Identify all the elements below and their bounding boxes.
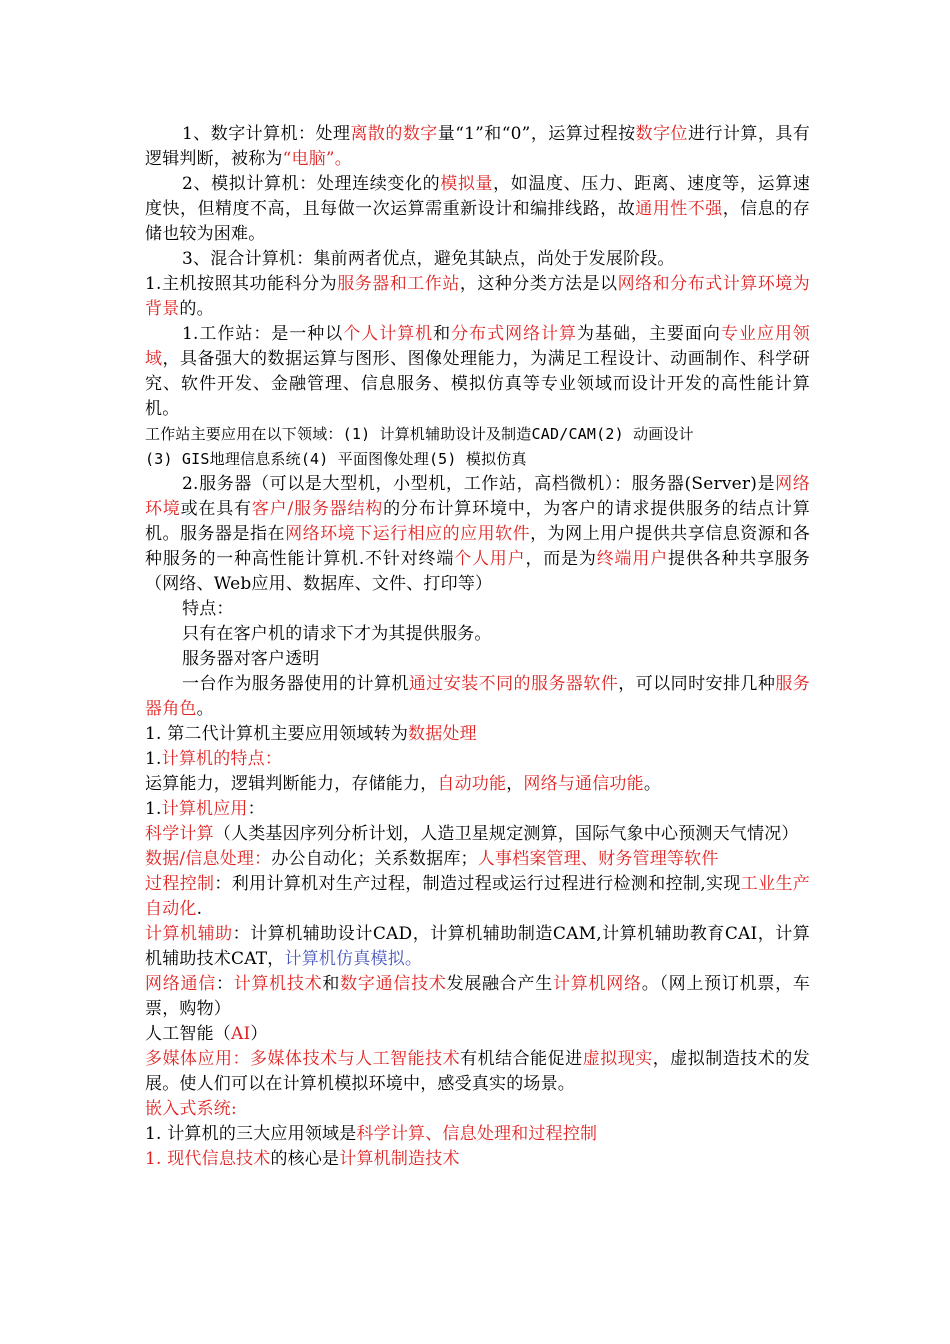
text-run: ，信息的存储也较为困难。 xyxy=(145,199,810,244)
highlighted-text: 网络环境 xyxy=(145,474,810,519)
highlighted-text: 工业生产自动化 xyxy=(145,874,810,919)
text-run: 2、模拟计算机：处理连续变化的 xyxy=(182,174,441,194)
text-run: 进行计算，具有逻辑判断，被称为 xyxy=(145,124,810,169)
highlighted-text: 虚拟现实 xyxy=(582,1049,653,1069)
text-run: ，如温度、压力、距离、速度等，运算速度快，但精度不高，且每做一次运算需重新设计和编排线路，故 xyxy=(145,174,810,219)
paragraph xyxy=(145,872,810,922)
text-run: ：计算机辅助设计CAD，计算机辅助制造CAM,计算机辅助教育CAI，计算机辅助技术CAT， xyxy=(145,924,810,969)
paragraph xyxy=(145,847,810,872)
text-run: ，可以同时安排几种 xyxy=(618,674,776,694)
highlighted-text: 通用性不强 xyxy=(635,199,723,219)
text-run: 1. xyxy=(145,749,162,769)
highlighted-text: 自动功能 xyxy=(437,774,507,794)
paragraph xyxy=(145,747,810,772)
text-run: 发展融合产生 xyxy=(446,974,554,994)
paragraph xyxy=(145,672,810,722)
text-run: ： xyxy=(215,974,234,994)
highlighted-text: 服务器角色 xyxy=(145,674,810,719)
text-run: 为基础，主要面向 xyxy=(577,324,721,344)
highlighted-text: AI xyxy=(231,1024,251,1044)
text-run: 或在具有 xyxy=(180,499,252,519)
highlighted-text: 分布式网络计算 xyxy=(451,324,578,344)
highlighted-text: 终端用户 xyxy=(596,549,669,569)
text-run: （人类基因序列分析计划，人造卫星规定测算，国际气象中心预测天气情况） xyxy=(213,824,799,844)
highlighted-text: 网络环境下运行相应的应用软件 xyxy=(285,524,531,544)
text-run: 1. xyxy=(145,799,162,819)
paragraph xyxy=(145,972,810,1022)
paragraph xyxy=(145,172,810,247)
text-run: 1. 第二代计算机主要应用领域转为 xyxy=(145,724,409,744)
highlighted-text: 通过安装不同的服务器软件 xyxy=(408,674,619,694)
paragraph xyxy=(145,1047,810,1097)
text-run: 1. 计算机的三大应用领域是 xyxy=(145,1124,357,1144)
text-run: 1.工作站：是一种以 xyxy=(182,324,344,344)
paragraph xyxy=(145,622,810,647)
paragraph xyxy=(145,797,810,822)
text-run: ） xyxy=(250,1024,268,1044)
paragraph xyxy=(145,722,810,747)
paragraph xyxy=(145,1147,810,1172)
text-run: 只有在客户机的请求下才为其提供服务。 xyxy=(182,624,492,644)
text-run: (3) GIS地理信息系统(4) 平面图像处理(5) 模拟仿真 xyxy=(145,450,527,468)
highlighted-text: 数字通信技术 xyxy=(340,974,447,994)
text-run: 的分布计算环境中，为客户的请求提供服务的结点计算机。服务器是指在 xyxy=(145,499,810,544)
text-run: 运算能力，逻辑判断能力，存储能力， xyxy=(145,774,438,794)
highlighted-text: 人事档案管理、财务管理等软件 xyxy=(477,849,719,869)
text-run: 特点： xyxy=(182,599,234,619)
highlighted-text: 计算机网络 xyxy=(553,974,642,994)
highlighted-text: 数字位 xyxy=(635,124,689,144)
highlighted-text: 科学计算、信息处理和过程控制 xyxy=(356,1124,598,1144)
text-run: ，虚拟制造技术的发展。使人们可以在计算机模拟环境中，感受真实的场景。 xyxy=(145,1049,810,1094)
highlighted-text: 计算机制造技术 xyxy=(339,1149,460,1169)
text-run: 。（网上预订机票，车票，购物） xyxy=(145,974,811,1019)
highlighted-text: 专业应用领域 xyxy=(145,324,810,369)
paragraph xyxy=(145,772,810,797)
text-run: 3、混合计算机：集前两者优点，避免其缺点，尚处于发展阶段。 xyxy=(182,249,675,269)
text-run: 有机结合能促进 xyxy=(460,1049,583,1069)
text-run: 的。 xyxy=(179,299,214,319)
text-run: 工作站主要应用在以下领域：(1) 计算机辅助设计及制造CAD/CAM(2) 动画设计 xyxy=(145,425,694,443)
text-run: 量“1”和“0”，运算过程按 xyxy=(437,124,636,144)
text-run: 办公自动化；关系数据库； xyxy=(271,849,478,869)
text-run: ，而是为 xyxy=(525,549,597,569)
paragraph xyxy=(145,122,810,172)
text-run: 2.服务器（可以是大型机，小型机，工作站，高档微机）：服务器(Server)是 xyxy=(182,474,776,494)
text-run: 1.主机按照其功能科分为 xyxy=(145,274,338,294)
paragraph xyxy=(145,447,810,472)
paragraph xyxy=(145,647,810,672)
paragraph xyxy=(145,247,810,272)
highlighted-text: 多媒体技术与人工智能技术 xyxy=(250,1049,461,1069)
highlighted-text: 计算机辅助 xyxy=(145,924,233,944)
highlighted-text: 过程控制 xyxy=(145,874,215,894)
text-run: 提供各种共享服务（网络、Web应用、数据库、文件、打印等） xyxy=(145,549,810,594)
paragraph xyxy=(145,322,810,422)
highlighted-text: 计算机应用 xyxy=(161,799,248,819)
highlighted-text: 网络和分布式计算环境为背景 xyxy=(145,274,811,319)
paragraph xyxy=(145,1097,810,1122)
highlighted-text: 数据处理 xyxy=(408,724,477,744)
text-run: 和 xyxy=(322,974,341,994)
highlighted-text: 科学计算 xyxy=(145,824,214,844)
highlighted-text: 计算机的特点： xyxy=(161,749,283,769)
paragraph xyxy=(145,1022,810,1047)
highlighted-text: 服务器和工作站 xyxy=(337,274,460,294)
text-run: ：利用计算机对生产过程，制造过程或运行过程进行检测和控制,实现 xyxy=(214,874,741,894)
text-run: 一台作为服务器使用的计算机 xyxy=(182,674,409,694)
text-run: ， xyxy=(506,774,524,794)
highlighted-text: 网络与通信功能 xyxy=(523,774,644,794)
paragraph xyxy=(145,422,810,447)
text-run: ： xyxy=(247,799,265,819)
text-run: . xyxy=(196,899,203,919)
text-run: 人工智能（ xyxy=(145,1024,231,1044)
paragraph xyxy=(145,922,810,972)
text-run: 和 xyxy=(433,324,452,344)
highlighted-text: 客户/服务器结构 xyxy=(251,499,384,519)
highlighted-text: 模拟量 xyxy=(440,174,494,194)
text-run: 。 xyxy=(196,699,214,719)
document-body xyxy=(145,122,810,1172)
text-run: 的核心是 xyxy=(270,1149,340,1169)
text-run: 。 xyxy=(643,774,662,794)
paragraph xyxy=(145,472,810,597)
text-run: 1、数字计算机：处理 xyxy=(182,124,351,144)
text-run: 服务器对客户透明 xyxy=(182,649,320,669)
highlighted-text: 嵌入式系统: xyxy=(145,1099,237,1119)
text-run: ，这种分类方法是以 xyxy=(459,274,618,294)
highlighted-text: 计算机技术 xyxy=(233,974,323,994)
highlighted-text: 个人计算机 xyxy=(343,324,434,344)
highlighted-text: “电脑”。 xyxy=(282,149,352,169)
paragraph xyxy=(145,597,810,622)
paragraph xyxy=(145,822,810,847)
text-run: ，具备强大的数据运算与图形、图像处理能力，为满足工程设计、动画制作、科学研究、软件开发、金融管理、信息服务、模拟仿真等专业领域而设计开发的高性能计算机。 xyxy=(145,349,810,419)
highlighted-text: 数据/信息处理： xyxy=(145,849,272,869)
text-run: ，为网上用户提供共享信息资源和各种服务的一种高性能计算机.不针对终端 xyxy=(145,524,810,569)
highlighted-text: 1. 现代信息技术 xyxy=(145,1149,271,1169)
highlighted-text: 多媒体应用： xyxy=(145,1049,251,1069)
paragraph xyxy=(145,1122,810,1147)
highlighted-text: 计算机仿真模拟。 xyxy=(284,949,423,969)
highlighted-text: 网络通信 xyxy=(145,974,216,994)
highlighted-text: 离散的数字 xyxy=(350,124,438,144)
highlighted-text: 个人用户 xyxy=(454,549,526,569)
paragraph xyxy=(145,272,810,322)
